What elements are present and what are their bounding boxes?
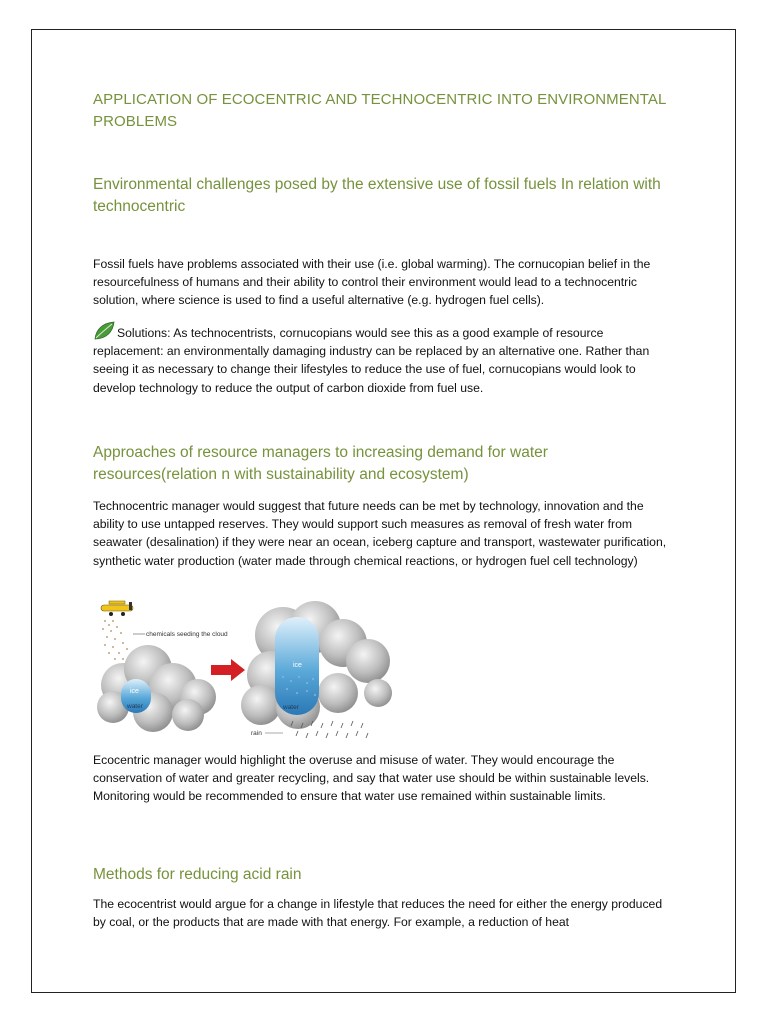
paragraph-technocentric-water: Technocentric manager would suggest that future needs can be met by technology, innovation and the ability to use untapped reserves. They would support such measures as removal of fresh water from seawater (desalination) if they were near an ocean, iceberg capture and transport, wastewater purification, synthetic water production (water made through chemical reactions, or hydrogen fuel cell technology) [93,499,667,568]
seeding-particles [102,620,128,660]
solutions-text: Solutions: As technocentrists, cornucopians would see this as a good example of resource replacement: an environmentally damaging industry can be replaced by an alternative one. Rather than seeing it as necessary to change their lifestyles to reduce the use of fuel, cornucopians would look to develop technology to reduce the output of carbon dioxide from fuel use. [93,326,650,395]
label-water-left: water [127,703,143,710]
section-heading-fossil-fuels: Environmental challenges posed by the extensive use of fossil fuels In relation with technocentric [93,176,661,215]
right-cloud [241,601,392,729]
label-ice-left: ice [130,688,139,695]
label-chemicals-seeding: chemicals seeding the cloud [146,631,228,638]
rain-drops [291,721,368,738]
paragraph-ecocentric-water: Ecocentric manager would highlight the overuse and misuse of water. They would encourage the conservation of water and greater recycling, and say that water use should be within sustainable levels. Monitoring would be recommended to ensure that water use remained within sustainable limits. [93,753,650,804]
airplane-icon [101,601,133,616]
cloud-seeding-figure [93,597,398,742]
arrow-right-icon [211,659,245,681]
section-heading-water: Approaches of resource managers to increasing demand for water resources(relation n with sustainability and ecosystem) [93,444,548,483]
document-title: APPLICATION OF ECOCENTRIC AND TECHNOCENTRIC INTO ENVIRONMENTAL PROBLEMS [93,91,666,130]
label-ice-right: ice [293,662,302,669]
leaf-icon [93,321,115,341]
label-water-right: water [283,704,299,711]
paragraph-solutions [93,321,671,397]
paragraph-acid-rain: The ecocentrist would argue for a change in lifestyle that reduces the need for either the energy produced by coal, or the products that are made with that energy. For example, a reduction of heat [93,897,663,930]
paragraph-fossil-fuels: Fossil fuels have problems associated with their use (i.e. global warming). The cornucopian belief in the resourcefulness of humans and their ability to control their environment would lead to a technocentric solution, where science is used to find a useful alternative (e.g. hydrogen fuel cells). [93,257,651,308]
label-rain: rain [251,730,262,737]
left-cloud [97,645,216,732]
section-heading-acid-rain: Methods for reducing acid rain [93,866,302,883]
